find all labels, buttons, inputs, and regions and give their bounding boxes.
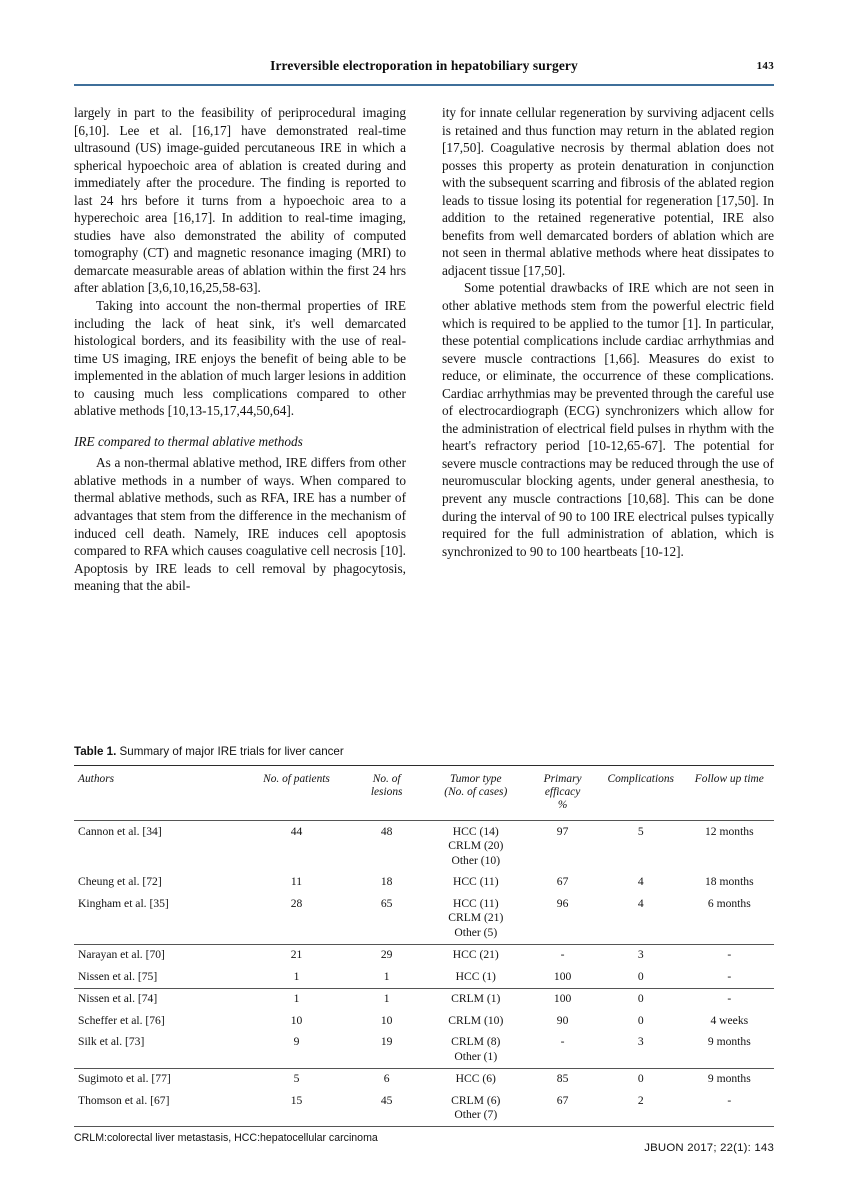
cell-tumor-type: HCC (11) CRLM (21) Other (5)	[448, 896, 504, 939]
table-row	[74, 893, 774, 944]
cell-followup: -	[727, 1093, 732, 1107]
cell-lesions: 29	[350, 944, 423, 966]
cell-complications: 2	[637, 1093, 644, 1107]
cell-lesions: 48	[350, 821, 423, 872]
column-header-tumor-type: Tumor type (No. of cases)	[423, 766, 528, 821]
cell-efficacy: 85	[528, 1068, 597, 1090]
cell-patients: 28	[290, 896, 303, 910]
cell-authors: Cheung et al. [72]	[78, 875, 162, 888]
cell-followup: 4 weeks	[710, 1013, 749, 1027]
cell-patients: 1	[293, 969, 300, 983]
cell-complications: 4	[637, 875, 644, 888]
cell-authors: Cannon et al. [34]	[74, 821, 243, 872]
column-header-efficacy: Primary efficacy %	[528, 766, 597, 821]
column-header-patients: No. of patients	[243, 766, 350, 821]
cell-patients: 15	[290, 1093, 303, 1107]
table-caption-text: Summary of major IRE trials for liver cancer	[119, 745, 344, 758]
cell-lesions: 19	[380, 1035, 393, 1048]
cell-tumor-type: HCC (11)	[452, 875, 499, 888]
table-header-row	[74, 766, 774, 821]
cell-complications: 3	[637, 1035, 644, 1048]
table-row	[74, 1090, 774, 1126]
cell-tumor-type: CRLM (10)	[448, 1013, 504, 1027]
cell-authors: Thomson et al. [67]	[78, 1093, 170, 1107]
table-body	[74, 821, 774, 1127]
cell-authors: Silk et al. [73]	[78, 1035, 145, 1048]
cell-efficacy: 67	[556, 875, 569, 888]
running-head	[74, 58, 774, 74]
cell-lesions: 6	[350, 1068, 423, 1090]
cell-followup: 18 months	[704, 875, 754, 888]
cell-efficacy: 100	[553, 969, 572, 983]
cell-complications: 0	[597, 1068, 685, 1090]
cell-efficacy: 96	[556, 896, 569, 910]
cell-lesions: 1	[383, 969, 390, 983]
table-caption-label: Table 1.	[74, 745, 117, 758]
cell-authors: Narayan et al. [70]	[74, 944, 243, 966]
cell-tumor-type: HCC (14) CRLM (20) Other (10)	[423, 821, 528, 872]
cell-complications: 0	[637, 1013, 644, 1027]
cell-complications: 3	[597, 944, 685, 966]
cell-efficacy: -	[528, 944, 597, 966]
cell-followup: -	[685, 988, 774, 1010]
cell-complications: 5	[597, 821, 685, 872]
left-column	[74, 104, 406, 595]
section-subheading: IRE compared to thermal ablative methods	[74, 433, 303, 449]
cell-lesions: 10	[380, 1013, 393, 1027]
cell-authors: Sugimoto et al. [77]	[74, 1068, 243, 1090]
table-row	[74, 1068, 774, 1090]
cell-followup: 12 months	[685, 821, 774, 872]
table-row	[74, 944, 774, 966]
cell-efficacy: 100	[528, 988, 597, 1010]
cell-authors: Kingham et al. [35]	[78, 896, 169, 910]
cell-authors: Scheffer et al. [76]	[78, 1013, 165, 1027]
cell-tumor-type: CRLM (1)	[423, 988, 528, 1010]
paragraph: As a non-thermal ablative method, IRE differs from other ablative methods in a number of ways. When compared to thermal ablative methods, such as RFA, IRE has a number of advantages that stem from the difference in the mechanism of induced cell death. Namely, IRE induces cell apoptosis compared to RFA which causes coagulative cell necrosis [10]. Apoptosis by IRE leads to cell removal by phagocytosis, meaning that the abil-	[74, 455, 406, 594]
cell-patients: 44	[243, 821, 350, 872]
cell-tumor-type: HCC (6)	[423, 1068, 528, 1090]
body-columns	[74, 104, 774, 595]
header-rule	[74, 84, 774, 86]
cell-lesions: 65	[380, 896, 393, 910]
table-row	[74, 1032, 774, 1069]
cell-followup: 9 months	[707, 1035, 751, 1048]
cell-tumor-type: CRLM (8) Other (1)	[451, 1035, 501, 1063]
cell-efficacy: 67	[556, 1093, 569, 1107]
table-footnote: CRLM:colorectal liver metastasis, HCC:hepatocellular carcinoma	[74, 1132, 378, 1144]
column-header-lesions: No. of lesions	[350, 766, 423, 821]
column-header-complications: Complications	[597, 766, 685, 821]
cell-tumor-type: HCC (21)	[423, 944, 528, 966]
cell-patients: 9	[293, 1035, 300, 1048]
cell-efficacy: 97	[528, 821, 597, 872]
cell-lesions: 1	[350, 988, 423, 1010]
paragraph: Taking into account the non-thermal properties of IRE including the lack of heat sink, it's well demarcated histological borders, and its feasibility with the use of real-time US imaging, IRE enjoys the benefit of being able to be implemented in the ablation of much larger lesions in addition to causing much less complications compared to other ablative methods [10,13-15,17,44,50,64].	[74, 298, 406, 419]
cell-complications: 4	[637, 896, 644, 910]
table-row	[74, 872, 774, 894]
cell-followup: -	[685, 944, 774, 966]
paragraph: largely in part to the feasibility of periprocedural imaging [6,10]. Lee et al. [16,17] have demonstrated real-time ultrasound (US) image-guided percutaneous IRE in which a spherical hypoechoic area of ablation is created during and immediately after the procedure. The finding is reported to last 24 hrs before it turns from a hypoechoic area to a hyperechoic area [16,17]. In addition to real-time imaging, studies have also demonstrated the ability of computed tomography (CT) and magnetic resonance imaging (MRI) to demarcate measurable areas of ablation within the first 24 hrs after ablation [3,6,10,16,25,58-63].	[74, 105, 406, 296]
running-head-title: Irreversible electroporation in hepatobiliary surgery	[270, 58, 578, 73]
cell-authors: Nissen et al. [74]	[74, 988, 243, 1010]
trials-table-block	[74, 745, 774, 1144]
cell-patients: 21	[243, 944, 350, 966]
cell-tumor-type: CRLM (6) Other (7)	[451, 1093, 501, 1121]
cell-tumor-type: HCC (1)	[455, 969, 496, 983]
cell-complications: 0	[637, 969, 644, 983]
table-caption	[74, 745, 774, 758]
table-head	[74, 766, 774, 821]
cell-efficacy: -	[560, 1035, 565, 1048]
cell-authors: Nissen et al. [75]	[78, 969, 158, 983]
table-row	[74, 1010, 774, 1032]
cell-lesions: 18	[380, 875, 393, 888]
paragraph: ity for innate cellular regeneration by surviving adjacent cells is retained and thus function may return in the ablated region [17,50]. Coagulative necrosis by thermal ablation does not posses this property as protein denaturation in conjunction with the subsequent scarring and fibrosis of the ablated region leads to tissue losing its potential for regeneration [17,50]. In addition to the retained regenerative potential, IRE also benefits from well demarcated borders of ablation which are not seen in thermal ablative methods where heat dissipates to adjacent tissue [17,50].	[442, 105, 774, 278]
footer-citation: JBUON 2017; 22(1): 143	[644, 1142, 774, 1154]
table-row	[74, 821, 774, 872]
right-column	[442, 104, 774, 595]
page-number: 143	[756, 60, 774, 72]
cell-followup: 9 months	[685, 1068, 774, 1090]
cell-complications: 0	[597, 988, 685, 1010]
cell-followup: -	[727, 969, 732, 983]
cell-lesions: 45	[380, 1093, 393, 1107]
column-header-followup: Follow up time	[685, 766, 774, 821]
paragraph: Some potential drawbacks of IRE which are not seen in other ablative methods stem from the powerful electric field which is required to be applied to the tumor [1]. In particular, these potential complications include cardiac arrhythmias and severe muscle contractions [1,66]. Measures do exist to reduce, or eliminate, the occurrence of these complications. Cardiac arrhythmias may be prevented through the careful use of electrocardiograph (ECG) synchronizers which allow for the administration of electrical field pulses in rhythm with the heart's refractory period [10-12,65-67]. The potential for severe muscle contractions may be reduced through the use of neuromuscular blocking agents, under general anesthesia, to prevent any muscle contractions [10,68]. This can be done during the interval of 90 to 100 IRE electrical pulses typically required for the full administration of ablation, which is synchronized to 90 to 100 heartbeats [10-12].	[442, 280, 774, 559]
cell-efficacy: 90	[556, 1013, 569, 1027]
cell-patients: 10	[290, 1013, 303, 1027]
table-row	[74, 988, 774, 1010]
table-row	[74, 966, 774, 988]
cell-patients: 5	[243, 1068, 350, 1090]
column-header-authors: Authors	[74, 766, 243, 821]
cell-patients: 1	[243, 988, 350, 1010]
cell-patients: 11	[290, 875, 303, 888]
trials-table	[74, 765, 774, 1126]
cell-followup: 6 months	[707, 896, 751, 910]
